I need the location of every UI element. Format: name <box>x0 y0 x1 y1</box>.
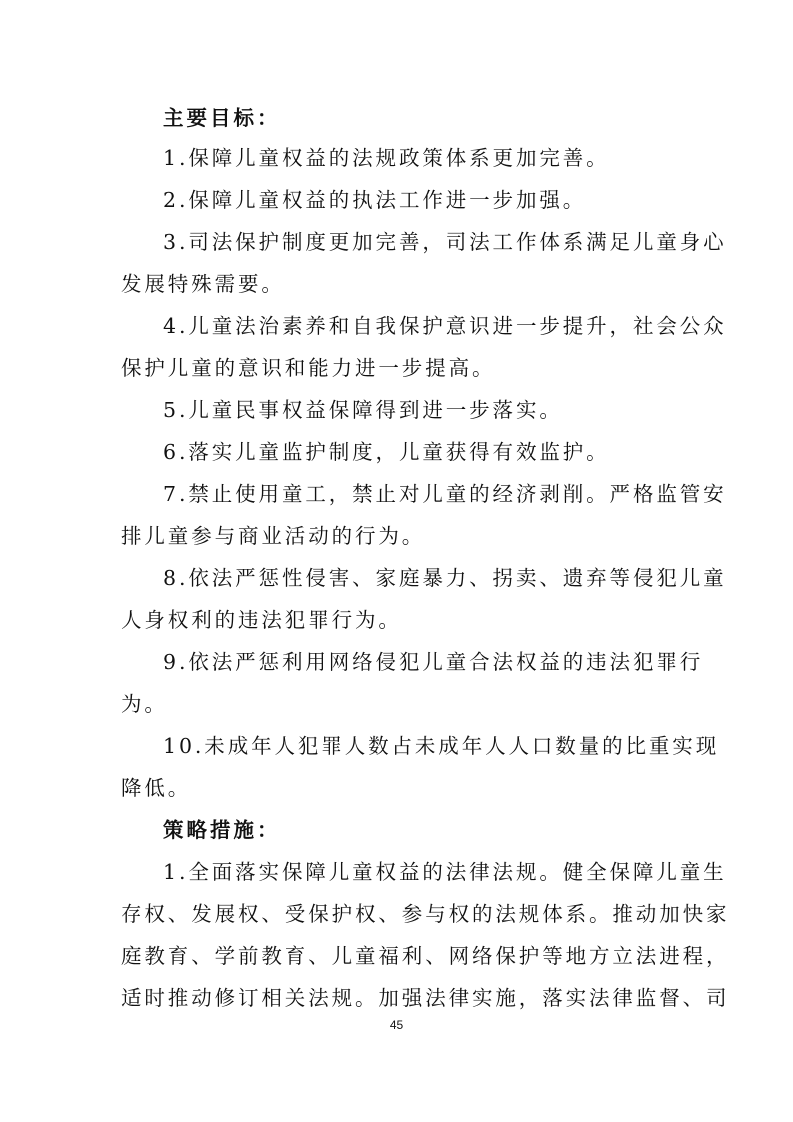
paragraph-line: 3.司法保护制度更加完善，司法工作体系满足儿童身心 <box>163 230 727 254</box>
paragraph-line: 排儿童参与商业活动的行为。 <box>121 524 426 548</box>
paragraph-line: 庭教育、学前教育、儿童福利、网络保护等地方立法进程， <box>121 944 730 968</box>
paragraph-line: 保护儿童的意识和能力进一步提高。 <box>121 356 496 380</box>
paragraph-line: 8.依法严惩性侵害、家庭暴力、拐卖、遗弃等侵犯儿童 <box>163 566 727 590</box>
paragraph-line: 9.依法严惩利用网络侵犯儿童合法权益的违法犯罪行 <box>163 650 704 674</box>
paragraph-line: 存权、发展权、受保护权、参与权的法规体系。推动加快家 <box>121 902 730 926</box>
paragraph-line: 7.禁止使用童工，禁止对儿童的经济剥削。严格监管安 <box>163 482 727 506</box>
paragraph-line: 6.落实儿童监护制度，儿童获得有效监护。 <box>163 440 610 464</box>
paragraph-line: 4.儿童法治素养和自我保护意识进一步提升，社会公众 <box>163 314 727 338</box>
paragraph-line: 1.保障儿童权益的法规政策体系更加完善。 <box>163 146 610 170</box>
paragraph-line: 1.全面落实保障儿童权益的法律法规。健全保障儿童生 <box>163 860 727 884</box>
page-number: 45 <box>389 1018 404 1032</box>
paragraph-line: 发展特殊需要。 <box>121 272 285 296</box>
paragraph-line: 适时推动修订相关法规。加强法律实施，落实法律监督、司 <box>121 986 730 1010</box>
paragraph-line: 2.保障儿童权益的执法工作进一步加强。 <box>163 188 587 212</box>
paragraph-line: 5.儿童民事权益保障得到进一步落实。 <box>163 398 563 422</box>
paragraph-line: 人身权利的违法犯罪行为。 <box>121 608 402 632</box>
paragraph-line: 10.未成年人犯罪人数占未成年人人口数量的比重实现 <box>163 734 720 758</box>
paragraph-line: 降低。 <box>121 776 192 800</box>
section-heading-main-goals: 主要目标： <box>163 106 281 130</box>
section-heading-strategies: 策略措施： <box>163 818 281 842</box>
paragraph-line: 为。 <box>121 692 168 716</box>
